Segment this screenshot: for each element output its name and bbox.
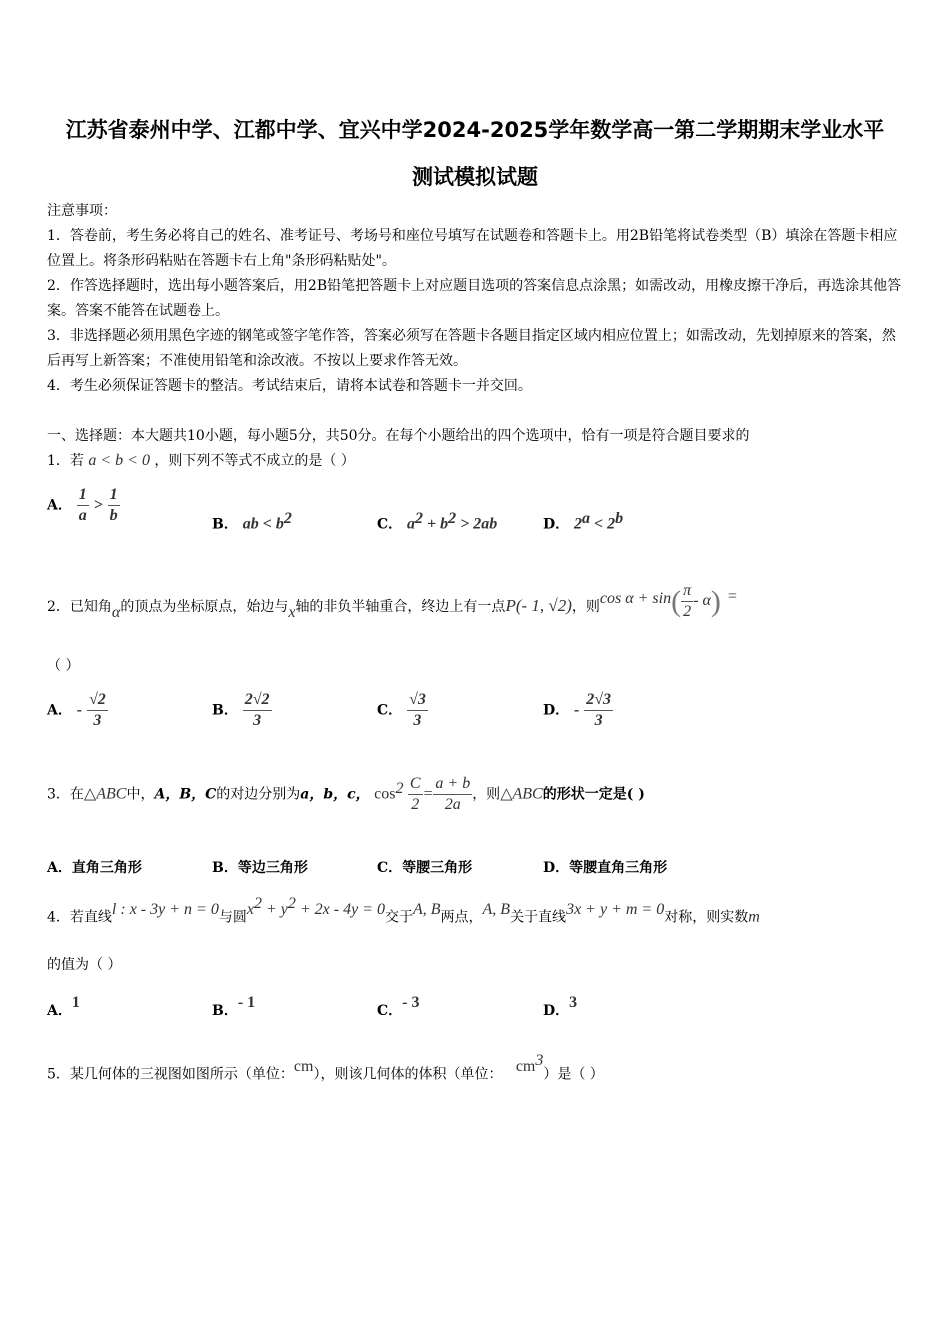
q2-option-a[interactable] xyxy=(47,690,108,731)
question-4 xyxy=(47,895,760,927)
unit-cm3: cm xyxy=(515,1057,536,1075)
q4-option-c[interactable]: C．- 3 xyxy=(377,994,420,1019)
fraction: $\frac{√2}{3}$ xyxy=(88,691,106,729)
q3-option-d[interactable]: D．等腰直角三角形 xyxy=(543,860,668,876)
q2-option-b[interactable] xyxy=(212,690,272,731)
q3-option-c[interactable]: C．等腰三角形 xyxy=(377,860,473,876)
math-expr: cos α + sin xyxy=(599,590,672,607)
option-label: C． xyxy=(377,702,403,719)
q4-text: 两点， xyxy=(440,909,483,926)
math-expr: + b xyxy=(423,515,449,533)
option-label: D． xyxy=(543,702,570,719)
superscript: b xyxy=(615,510,624,527)
fraction: $\frac{1}{a}$ xyxy=(78,486,87,524)
section-heading: 一、选择题：本大题共10小题，每小题5分，共50分。在每个小题给出的四个选项中，恰有一项是符合题目要求的 xyxy=(47,428,750,444)
q3-text: A，B，C xyxy=(154,786,217,803)
math-expr: x xyxy=(246,900,254,918)
q2-text: 的顶点为坐标原点，始边与 xyxy=(120,599,289,615)
option-label: A． xyxy=(47,702,72,719)
fraction: $\frac{\pi}{2}$ xyxy=(683,581,692,620)
question-3 xyxy=(47,774,645,815)
superscript: 2 xyxy=(287,895,296,912)
q2-text: ，则 xyxy=(571,599,600,615)
q5-text: ）是（ ） xyxy=(543,1066,604,1083)
notice-item: 3．非选择题必须用黑色字迹的钢笔或签字笔作答，答案必须写在答题卡各题目指定区域内相应位置上；如需改动，先划掉原来的答案，然后再写上新答案；不准使用铅笔和涂改液。不按以上要求作答无效。 xyxy=(47,328,896,369)
triangle-abc: △ABC xyxy=(500,785,543,803)
option-label: D． xyxy=(543,516,570,533)
math-expr: - α xyxy=(693,592,711,609)
notice-item: 4．考生必须保证答题卡的整洁。考试结束后，请将本试卷和答题卡一并交回。 xyxy=(47,378,532,394)
equals-sign: = xyxy=(422,785,434,803)
q1-number: 1．若 xyxy=(47,453,84,469)
superscript: 2 xyxy=(283,510,292,527)
page-title: 江苏省泰州中学、江都中学、宜兴中学2024-2025学年数学高一第二学期期末学业水平 xyxy=(65,118,885,142)
q4-text-cont: 的值为（ ） xyxy=(47,957,122,973)
superscript: 2 xyxy=(395,779,404,797)
q3-text: ，则 xyxy=(472,786,501,803)
q3-text: 的形状一定是( ) xyxy=(542,786,645,803)
q4-text: 与圆 xyxy=(218,909,247,926)
notice-item: 2．作答选择题时，选出每小题答案后，用2B铅笔把答题卡上对应题目选项的答案信息点涂黑；如需改动，用橡皮擦干净后，再选涂其他答案。答案不能答在试题卷上。 xyxy=(47,278,902,319)
q4-text: 交于 xyxy=(384,909,413,926)
superscript: 2 xyxy=(253,895,262,912)
q5-number: 5．某几何体的三视图如图所示（单位： xyxy=(47,1066,294,1083)
q3-text: 中， xyxy=(126,786,155,803)
q3-number: 3．在 xyxy=(47,786,84,803)
q1-option-c[interactable] xyxy=(377,510,497,534)
fraction: $\frac{2√3}{3}$ xyxy=(586,691,611,729)
x-symbol: x xyxy=(288,604,296,621)
q2-option-c[interactable] xyxy=(377,690,428,731)
q4-option-a[interactable]: A．1 xyxy=(47,994,80,1019)
option-label: B． xyxy=(212,516,238,533)
fraction: $\frac{a + b}{2a}$ xyxy=(435,775,471,813)
notice-heading: 注意事项： xyxy=(47,203,117,219)
q2-text: 轴的非负半轴重合，终边上有一点 xyxy=(295,599,506,615)
math-expr: ab < b xyxy=(242,515,284,533)
math-expr: + 2x - 4y = 0 xyxy=(295,900,385,918)
q4-option-b[interactable]: B．- 1 xyxy=(212,994,256,1019)
q2-answer-paren: （ ） xyxy=(47,658,80,674)
minus-sign: - xyxy=(574,701,580,719)
fraction: $\frac{C}{2}$ xyxy=(409,775,421,813)
point-p: P(- 1, √2) xyxy=(505,596,572,615)
equals-sign: = xyxy=(726,588,738,605)
page-subtitle: 测试模拟试题 xyxy=(412,165,538,189)
fraction: $\frac{√3}{3}$ xyxy=(409,691,426,729)
notice-item: 1．答卷前，考生务必将自己的姓名、准考证号、考场号和座位号填写在试题卷和答题卡上。用2B铅笔将试卷类型（B）填涂在答题卡相应位置上。将条形码粘贴在答题卡右上角"条形码粘贴处"。 xyxy=(47,228,898,269)
q1-text: ，则下列不等式不成立的是（ ） xyxy=(154,453,355,469)
option-label: A． xyxy=(47,497,72,514)
q1-option-b[interactable] xyxy=(212,510,292,534)
q2-number: 2．已知角 xyxy=(47,599,112,615)
math-expr: 2 xyxy=(574,515,583,533)
q3-option-a[interactable]: A．直角三角形 xyxy=(47,860,142,876)
question-1 xyxy=(47,450,355,470)
minus-sign: - xyxy=(76,701,83,719)
q1-option-d[interactable] xyxy=(543,510,623,534)
superscript: 2 xyxy=(448,510,457,527)
math-expr: < 2 xyxy=(590,515,616,533)
q4-number: 4．若直线 xyxy=(47,909,112,926)
points-ab: A, B xyxy=(412,900,441,918)
q4-text: 关于直线 xyxy=(510,909,567,926)
fraction: $\frac{2√2}{3}$ xyxy=(244,691,270,729)
line-2: 3x + y + m = 0 xyxy=(566,900,665,918)
math-expr: a xyxy=(407,515,416,533)
gt-sign: > xyxy=(93,496,103,514)
superscript: a xyxy=(582,510,591,527)
superscript: 2 xyxy=(415,510,424,527)
m-symbol: m xyxy=(748,908,760,926)
question-2: 2．已知角α的顶点为坐标原点，始边与x轴的非负半轴重合，终边上有一点P(- 1, √2)，则cos α + sin( $\frac{\pi}{2}$ - α) = xyxy=(47,581,738,621)
q3-text: a，b，c， xyxy=(300,786,370,803)
q1-condition: a < b < 0 xyxy=(88,452,150,469)
q4-text: 对称，则实数 xyxy=(664,909,749,926)
alpha-symbol: α xyxy=(111,604,121,621)
line-l: l : x - 3y + n = 0 xyxy=(111,900,219,918)
q3-option-b[interactable]: B．等边三角形 xyxy=(212,860,308,876)
superscript: 3 xyxy=(535,1052,544,1069)
triangle-abc: △ABC xyxy=(83,785,127,803)
q4-option-d[interactable]: D．3 xyxy=(543,994,578,1019)
unit-cm: cm xyxy=(293,1057,314,1075)
option-label: B． xyxy=(212,702,238,719)
notice-block xyxy=(47,199,907,399)
cos: cos xyxy=(374,785,396,803)
q5-text: ），则该几何体的体积（单位： xyxy=(313,1066,503,1083)
q1-option-a[interactable] xyxy=(47,485,120,526)
question-5 xyxy=(47,1052,604,1084)
math-expr: > 2ab xyxy=(456,515,498,533)
option-label: C． xyxy=(377,516,403,533)
fraction: $\frac{1}{b}$ xyxy=(109,486,118,524)
q3-text: 的对边分别为 xyxy=(216,786,301,803)
math-expr: + y xyxy=(261,900,288,918)
points-ab: A, B xyxy=(482,900,511,918)
q2-option-d[interactable] xyxy=(543,690,613,731)
